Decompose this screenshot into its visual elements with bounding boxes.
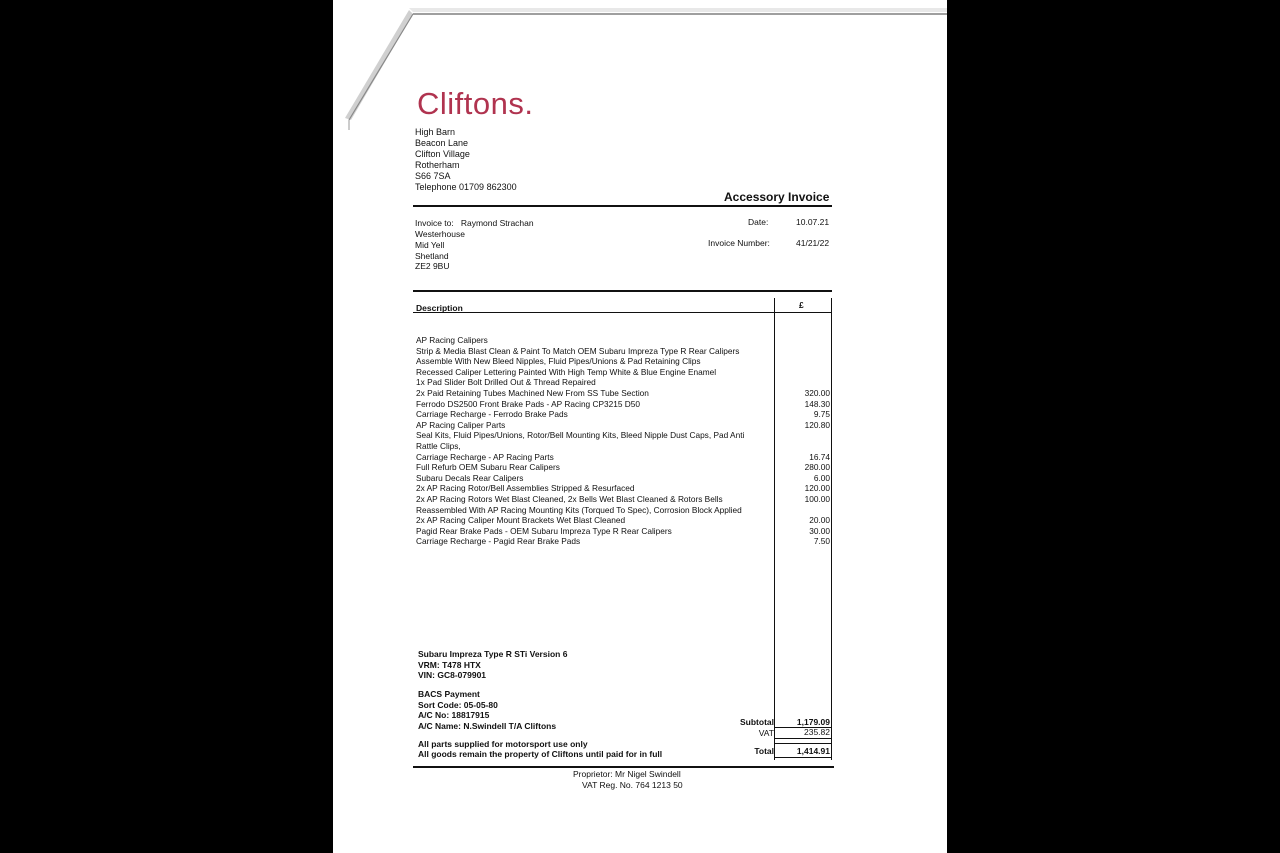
vehicle-model: Subaru Impreza Type R STi Version 6 [418,649,568,659]
table-right-border [831,298,832,760]
telephone: Telephone 01709 862300 [415,182,517,192]
line-description: AP Racing Calipers [416,335,488,345]
line-description: Reassembled With AP Racing Mounting Kits (Torqued To Spec), Corrosion Block Applied [416,504,742,515]
date-label: Date: [748,217,769,227]
line-amount: 120.00 [804,483,830,494]
line-description: Recessed Caliper Lettering Painted With High Temp White & Blue Engine Enamel [416,366,717,377]
bacs-details [418,689,556,731]
invoice-number-label: Invoice Number: [708,238,770,248]
invoice-date: 10.07.21 [796,217,830,227]
line-description: Rattle Clips, [416,441,461,451]
line-description: Pagid Rear Brake Pads - OEM Subaru Impreza Type R Rear Calipers [416,525,672,536]
vehicle-vrm: VRM: T478 HTX [418,659,481,670]
total-bottom-rule [775,757,832,758]
subtotal-value: 1,179.09 [796,717,830,727]
vat-rule [775,738,832,739]
line-amount: 20.00 [809,515,830,526]
table-col-divider [774,298,775,760]
line-amount: 7.50 [813,536,830,547]
line-description: 1x Pad Slider Bolt Drilled Out & Thread Repaired [416,377,596,388]
customer-address-line: Mid Yell [415,239,445,250]
subtotal-label: Subtotal [740,717,774,727]
line-description: Subaru Decals Rear Calipers [416,472,524,483]
total-top-rule [775,743,832,744]
invoice-to [415,218,534,228]
address-line: Clifton Village [415,149,470,159]
proprietor: Proprietor: Mr Nigel Swindell [573,769,681,779]
line-amount: 16.74 [809,451,830,462]
line-description: Full Refurb OEM Subaru Rear Calipers [416,462,560,473]
account-number: A/C No: 18817915 [418,710,490,721]
vat-label: VAT [758,728,774,738]
address-line: S66 7SA [415,171,451,181]
line-description: 2x AP Racing Caliper Mount Brackets Wet Blast Cleaned [416,515,626,526]
document-title: Accessory Invoice [724,190,830,204]
terms-notes [418,740,662,759]
bacs-title: BACS Payment [418,689,480,699]
table-top-rule [413,290,832,292]
line-description: Assemble With New Bleed Nipples, Fluid Pipes/Unions & Pad Retaining Clips [416,356,701,367]
invoice-number: 41/21/22 [796,238,830,248]
vat-value: 235.82 [804,727,830,737]
line-amount: 6.00 [813,472,830,483]
line-description: 2x AP Racing Rotors Wet Blast Cleaned, 2x Bells Wet Blast Cleaned & Rotors Bells [416,494,723,504]
footer-rule [413,766,834,768]
line-amount: 9.75 [813,409,830,420]
vehicle-details [418,649,567,681]
company-address [415,127,517,193]
line-amount: 320.00 [804,388,830,398]
line-amount: 148.30 [804,398,830,409]
customer-address [415,229,465,272]
customer-name: Raymond Strachan [460,218,534,228]
line-amount: 120.80 [804,419,830,430]
sort-code: Sort Code: 05-05-80 [418,699,498,710]
vehicle-vin: VIN: GC8-079901 [418,670,487,681]
customer-address-line: Westerhouse [415,229,465,239]
line-amount: 280.00 [804,462,830,473]
address-line: Beacon Lane [415,138,469,148]
line-description: 2x Paid Retaining Tubes Machined New From SS Tube Section [416,388,649,398]
line-description: 2x AP Racing Rotor/Bell Assemblies Stripped & Resurfaced [416,483,635,494]
line-description: Ferrodo DS2500 Front Brake Pads - AP Racing CP3215 D50 [416,398,640,409]
line-description: AP Racing Caliper Parts [416,419,506,430]
line-description: Strip & Media Blast Clean & Paint To Match OEM Subaru Impreza Type R Rear Calipers [416,345,740,356]
line-amount: 100.00 [804,494,830,504]
address-line: High Barn [415,127,456,137]
property-note: All goods remain the property of Cliftons until paid for in full [418,748,663,759]
description-header: Description [416,303,463,313]
amount-header: £ [799,300,804,310]
header-rule [413,205,832,207]
customer-address-line: ZE2 9BU [415,261,450,272]
total-value: 1,414.91 [796,746,830,756]
line-amount: 30.00 [809,525,830,536]
customer-address-line: Shetland [415,250,449,261]
line-description: Seal Kits, Fluid Pipes/Unions, Rotor/Bell Mounting Kits, Bleed Nipple Dust Caps, Pad Anti [416,430,745,441]
vat-registration: VAT Reg. No. 764 1213 50 [582,780,683,790]
invoice-to-label: Invoice to: [415,218,454,228]
table-header-rule [413,312,832,313]
line-description: Carriage Recharge - AP Racing Parts [416,451,554,462]
motorsport-note: All parts supplied for motorsport use only [418,739,588,749]
line-description: Carriage Recharge - Ferrodo Brake Pads [416,409,568,420]
total-label: Total [754,746,774,756]
account-name: A/C Name: N.Swindell T/A Cliftons [418,720,557,731]
line-description: Carriage Recharge - Pagid Rear Brake Pads [416,536,581,547]
address-line: Rotherham [415,160,460,170]
company-logo: Cliftons. [417,86,534,121]
